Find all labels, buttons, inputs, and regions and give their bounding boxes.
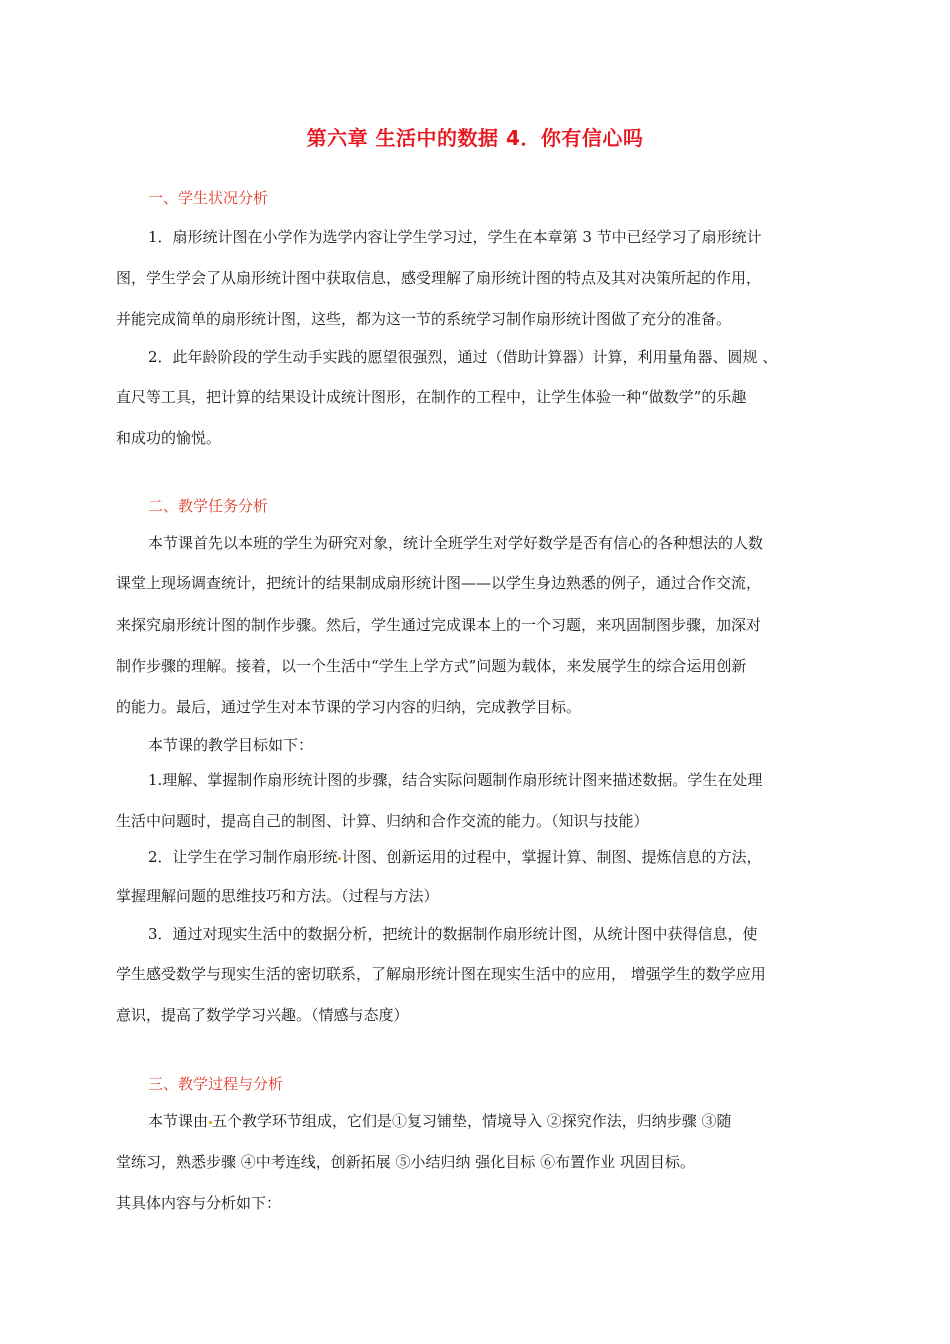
paragraph-line: 直尺等工具，把计算的结果设计成统计图形，在制作的工程中，让学生体验一种“做数学”的乐趣 <box>116 388 747 406</box>
paragraph-line-part: 计图、创新运用的过程中，掌握计算、制图、提炼信息的方法， <box>341 848 762 866</box>
paragraph-line: 2．此年龄阶段的学生动手实践的愿望很强烈，通过（借助计算器）计算，利用量角器、圆规 、 <box>148 348 778 366</box>
paragraph-line: 1．扇形统计图在小学作为选学内容让学生学习过，学生在本章第 3 节中已经学习了扇形统计 <box>148 228 762 246</box>
paragraph-line: 其具体内容与分析如下： <box>116 1194 282 1212</box>
paragraph-line-part: 本节课由 <box>148 1112 209 1130</box>
section-heading-student-analysis: 一、学生状况分析 <box>148 189 269 207</box>
paragraph-line: 的能力。最后，通过学生对本节课的学习内容的归纳，完成教学目标。 <box>116 698 582 716</box>
paragraph-line: 本节课的教学目标如下： <box>148 736 314 754</box>
paragraph-line: 意识，提高了数学学习兴趣。（情感与态度） <box>116 1006 409 1024</box>
paragraph-line <box>148 846 762 867</box>
paragraph-line: 制作步骤的理解。接着，以一个生活中“学生上学方式”问题为载体，来发展学生的综合运用创新 <box>116 657 747 675</box>
paragraph-line: 学生感受数学与现实生活的密切联系，了解扇形统计图在现实生活中的应用， 增强学生的数学应用 <box>116 965 766 983</box>
paragraph-line: 图，学生学会了从扇形统计图中获取信息，感受理解了扇形统计图的特点及其对决策所起的作用， <box>116 269 762 287</box>
paragraph-line: 课堂上现场调查统计，把统计的结果制成扇形统计图——以学生身边熟悉的例子，通过合作交流， <box>116 574 762 592</box>
paragraph-line: 堂练习，熟悉步骤 ④中考连线，创新拓展 ⑤小结归纳 强化目标 ⑥布置作业 巩固目标。 <box>116 1153 695 1171</box>
paragraph-line <box>148 1110 732 1131</box>
paragraph-line: 1.理解、掌握制作扇形统计图的步骤，结合实际问题制作扇形统计图来描述数据。学生在处理 <box>148 771 763 789</box>
document-title: 第六章 生活中的数据 4．你有信心吗 <box>306 126 644 150</box>
paragraph-line: 掌握理解问题的思维技巧和方法。（过程与方法） <box>116 887 439 905</box>
paragraph-line: 来探究扇形统计图的制作步骤。然后，学生通过完成课本上的一个习题，来巩固制图步骤，加深对 <box>116 616 762 634</box>
paragraph-line: 生活中问题时，提高自己的制图、计算、归纳和合作交流的能力。（知识与技能） <box>116 812 649 830</box>
paragraph-line: 本节课首先以本班的学生为研究对象，统计全班学生对学好数学是否有信心的各种想法的人数 <box>148 534 764 552</box>
paragraph-line: 并能完成简单的扇形统计图，这些，都为这一节的系统学习制作扇形统计图做了充分的准备。 <box>116 310 732 328</box>
section-heading-task-analysis: 二、教学任务分析 <box>148 497 269 515</box>
paragraph-line: 3．通过对现实生活中的数据分析，把统计的数据制作扇形统计图，从统计图中获得信息，使 <box>148 925 758 943</box>
section-heading-teaching-process: 三、教学过程与分析 <box>148 1075 284 1093</box>
paragraph-line-part: 2．让学生在学习制作扇形统 <box>148 848 338 866</box>
paragraph-line-part: 五个教学环节组成，它们是①复习铺垫，情境导入 ②探究作法，归纳步骤 ③随 <box>212 1112 732 1130</box>
paragraph-line: 和成功的愉悦。 <box>116 429 222 447</box>
